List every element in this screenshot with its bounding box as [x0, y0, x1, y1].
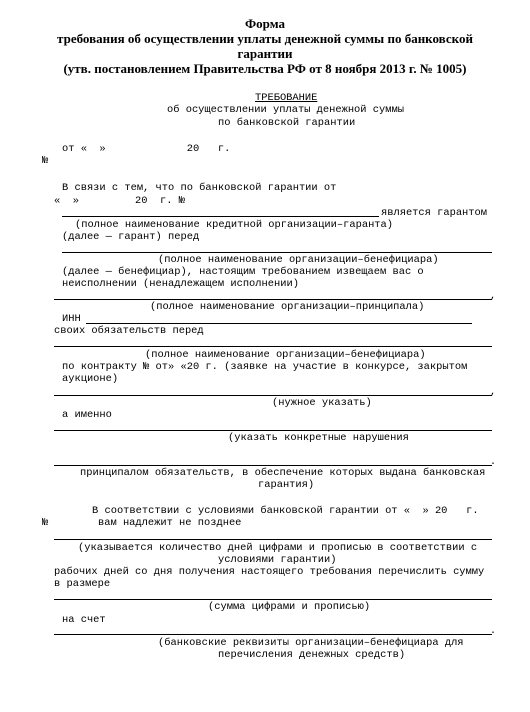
principal-obligations-line: [54, 465, 492, 466]
doc-heading-sub-cont: по банковской гарантии: [218, 117, 356, 129]
violations-line: [54, 430, 492, 431]
account-label: на счет: [62, 614, 106, 626]
hint-days: (указывается количество дней цифрами и прописью в соответствии с: [78, 542, 478, 554]
amount-line: [54, 599, 492, 600]
date-field: от « » 20 г.: [62, 143, 231, 155]
specify-line: [54, 395, 492, 396]
hint-violations: (указать конкретные нарушения: [228, 432, 409, 444]
inn-line: [86, 323, 472, 324]
approval-note: (утв. постановлением Правительства РФ от 8 ноября 2013 г. № 1005): [63, 61, 467, 76]
comma-mark-2: ,: [490, 387, 497, 398]
form-subtitle: требования об осуществлении уплаты денежной суммы по банковской: [57, 31, 473, 46]
form-subtitle-cont: гарантии: [237, 46, 293, 61]
beneficiary-text-cont: неисполнении (ненадлежащем исполнении): [62, 278, 299, 290]
para2-text: В соответствии с условиями банковской гарантии от « » 20 г.: [92, 505, 479, 517]
days-text-cont: в размере: [54, 578, 111, 590]
para2-text-cont: вам надлежит не позднее: [98, 517, 242, 529]
credit-org-line: [62, 216, 379, 217]
hint-amount: (сумма цифрами и прописью): [208, 601, 371, 613]
hint-principal: (полное наименование организации–принципала): [150, 301, 425, 313]
principal-obligations-text-cont: гарантия): [258, 479, 315, 491]
para1-text: В связи с тем, что по банковской гарантии от: [62, 182, 337, 194]
comma-mark: ,: [490, 291, 497, 302]
days-text: рабочих дней со дня получения настоящего требования перечислить сумму: [54, 566, 485, 578]
days-line: [54, 539, 492, 540]
hint-specify: (нужное указать): [272, 397, 372, 409]
hint-days-cont: условиями гарантии): [218, 554, 337, 566]
contract-text: по контракту № от» «20 г. (заявке на участие в конкурсе, закрытом: [62, 361, 468, 373]
principal-line: [54, 299, 492, 300]
inn-label: ИНН: [62, 313, 81, 325]
contract-text-cont: аукционе): [62, 373, 119, 385]
hint-bank: (банковские реквизиты организации–бенефициара для: [158, 637, 464, 649]
obligations-before-text: своих обязательств перед: [54, 325, 204, 337]
period-mark-2: .: [490, 626, 497, 637]
hint-beneficiary: (полное наименование организации–бенефициара): [158, 254, 439, 266]
number-sign-2: №: [42, 517, 49, 529]
hint-bank-cont: перечисления денежных средств): [218, 649, 406, 661]
period-mark: .: [490, 457, 497, 468]
doc-heading-sub: об осуществлении уплаты денежной суммы: [167, 104, 404, 116]
beneficiary2-line: [54, 346, 492, 347]
beneficiary-text: (далее — бенефициар), настоящим требованием извещаем вас о: [62, 266, 424, 278]
is-guarantor-text: является гарантом: [381, 207, 488, 219]
hint-beneficiary2: (полное наименование организации–бенефициара): [145, 349, 426, 361]
bank-details-line: [54, 634, 492, 635]
form-title: Форма: [245, 16, 285, 31]
hint-credit-org: (полное наименование кредитной организации–гаранта): [75, 219, 394, 231]
number-sign: №: [42, 155, 49, 167]
beneficiary-line: [62, 252, 492, 253]
doc-heading: ТРЕБОВАНИЕ: [255, 92, 318, 104]
guarantor-before-text: (далее — гарант) перед: [62, 231, 200, 243]
principal-obligations-text: принципалом обязательств, в обеспечение которых выдана банковская: [80, 467, 486, 479]
para1-date: « » 20 г. №: [54, 195, 185, 207]
namely-text: а именно: [62, 409, 112, 421]
